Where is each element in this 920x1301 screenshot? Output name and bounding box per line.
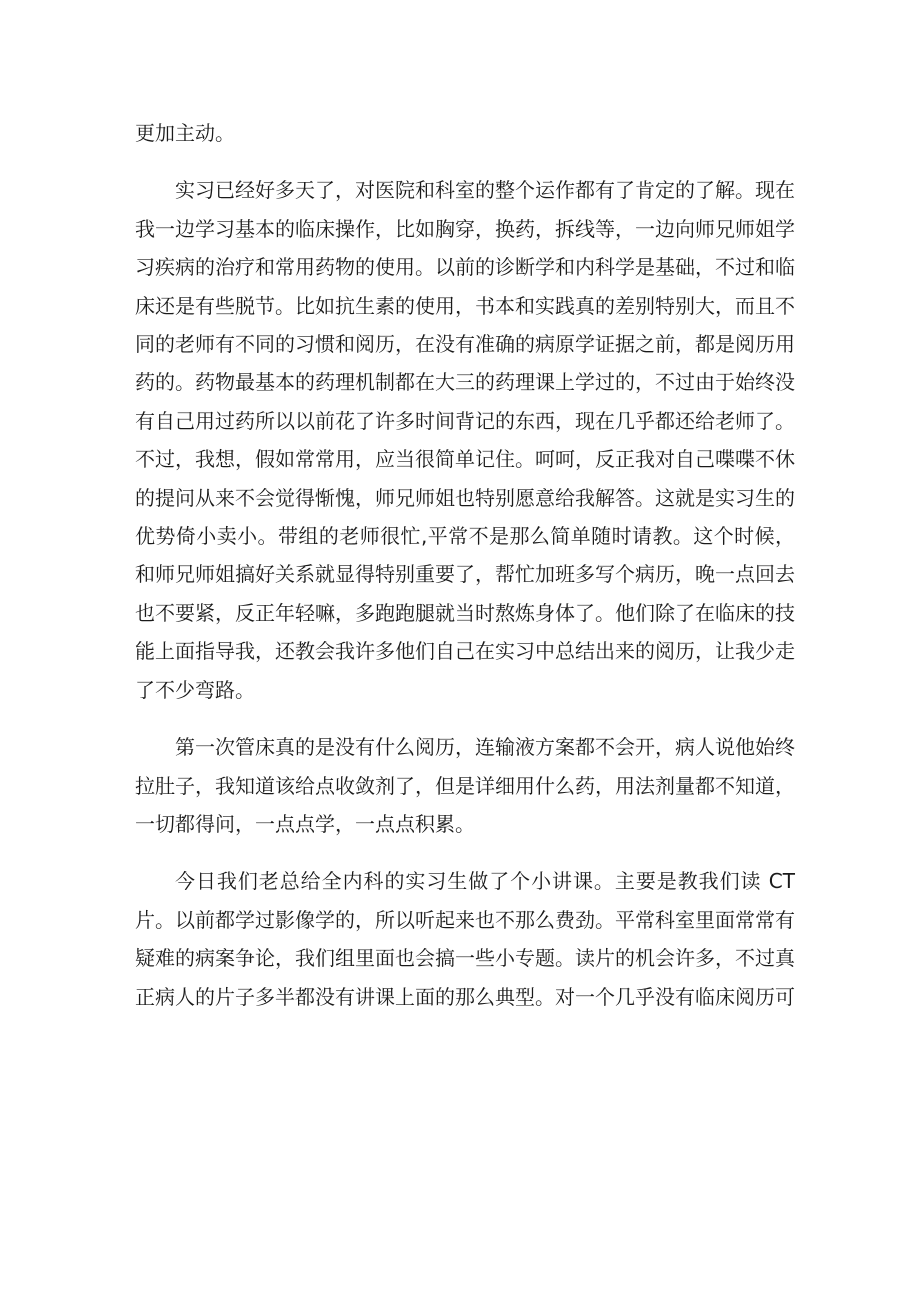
paragraph-ct-lecture: 今日我们老总给全内科的实习生做了个小讲课。主要是教我们读 CT 片。以前都学过影像学的，所以听起来也不那么费劲。平常科室里面常常有疑难的病案争论，我们组里面也会搞一些小专题。读片的机会许多，不过真正病人的片子多半都没有讲课上面的那么典型。对一个几乎没有临床阅历可 <box>135 869 795 1009</box>
paragraph-internship-overview: 实习已经好多天了，对医院和科室的整个运作都有了肯定的了解。现在我一边学习基本的临床操作，比如胸穿，换药，拆线等，一边向师兄师姐学习疾病的治疗和常用药物的使用。以前的诊断学和内科学是基础，不过和临床还是有些脱节。比如抗生素的使用，书本和实践真的差别特别大，而且不同的老师有不同的习惯和阅历，在没有准确的病原学证据之前，都是阅历用药的。药物最基本的药理机制都在大三的药理课上学过的，不过由于始终没有自己用过药所以以前花了许多时间背记的东西，现在几乎都还给老师了。不过，我想，假如常常用，应当很简单记住。呵呵，反正我对自己喋喋不休的提问从来不会觉得惭愧，师兄师姐也特别愿意给我解答。这就是实习生的优势倚小卖小。带组的老师很忙,平常不是那么简单随时请教。这个时候，和师兄师姐搞好关系就显得特别重要了，帮忙加班多写个病历，晚一点回去也不要紧，反正年轻嘛，多跑跑腿就当时熬炼身体了。他们除了在临床的技能上面指导我，还教会我许多他们自己在实习中总结出来的阅历，让我少走了不少弯路。 <box>135 178 795 702</box>
document-body <box>135 114 795 1035</box>
paragraph-first-bed-management: 第一次管床真的是没有什么阅历，连输液方案都不会开，病人说他始终拉肚子，我知道该给点收敛剂了，但是详细用什么药，用法剂量都不知道，一切都得问，一点点学，一点点积累。 <box>135 735 795 836</box>
paragraph-continued: 更加主动。 <box>135 121 235 145</box>
